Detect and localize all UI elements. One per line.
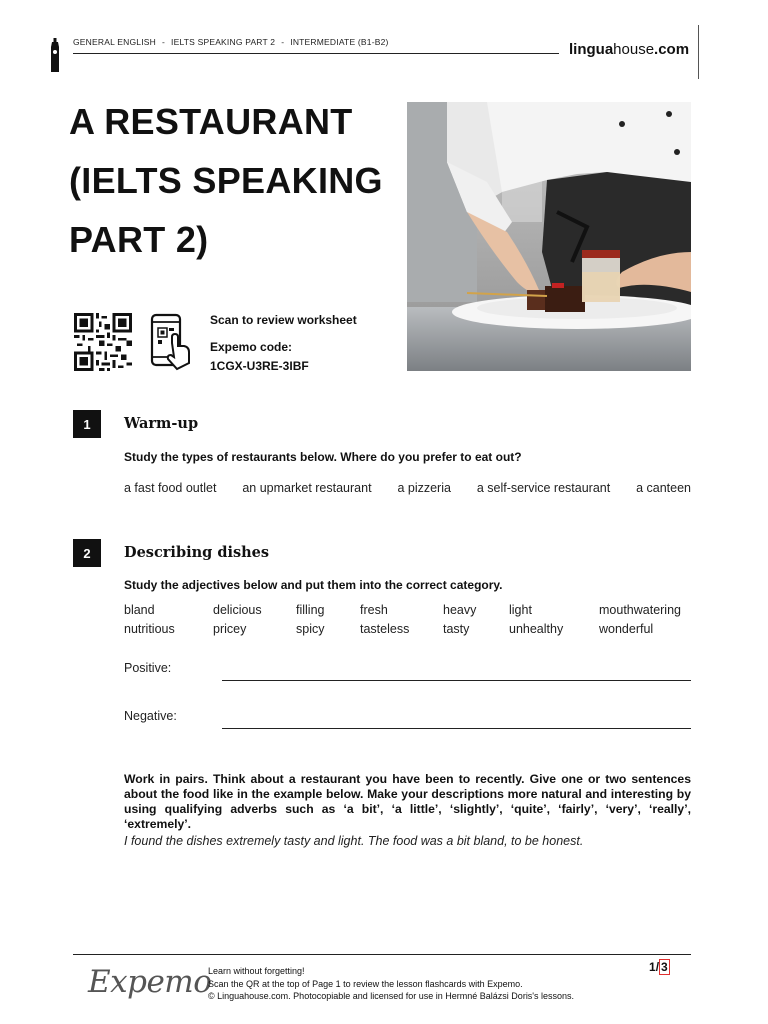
adjective: wonderful	[599, 622, 654, 636]
scan-label: Scan to review worksheet	[210, 313, 357, 327]
section-number-1: 1	[73, 410, 101, 438]
breadcrumb-level: INTERMEDIATE (B1-B2)	[290, 37, 389, 47]
section-title-describing-dishes: Describing dishes	[124, 544, 270, 561]
section-number-2: 2	[73, 539, 101, 567]
adjective: fresh	[360, 603, 388, 617]
adjective: mouthwatering	[599, 603, 681, 617]
footer-text: Learn without forgetting! Scan the QR at the top of Page 1 to review the lesson flashcards with Expemo. © Linguahouse.com. Photocopiable and licensed for use in Hermné Balázsi Doris's lessons.	[208, 966, 575, 1001]
brand-logo: linguahouse.com	[569, 41, 690, 58]
adjective: spicy	[296, 622, 325, 636]
list-item: an upmarket restaurant	[242, 481, 372, 495]
positive-answer-line[interactable]	[222, 680, 691, 681]
expemo-code-value: 1CGX-U3RE-3IBF	[210, 359, 309, 373]
expemo-code-label: Expemo code:	[210, 340, 293, 354]
expemo-logo: Expemo	[88, 964, 212, 1000]
page-number: 1/ 3	[649, 960, 668, 974]
restaurant-types-list	[124, 481, 691, 495]
page-title: A RESTAURANT (IELTS SPEAKING PART 2)	[69, 101, 383, 260]
pair-work-instruction: Work in pairs. Think about a restaurant you have been to recently. Give one or two sentences about the food like in the example below. Make your descriptions more natural and interesting by using qualifying adverbs such as ‘a bit’, ‘a little’, ‘slightly’, ‘quite’, ‘fairly’, ‘very’, ‘really’, ‘extremely’.	[124, 772, 691, 831]
page-total: 3	[661, 960, 668, 974]
section-1-instruction: Study the types of restaurants below. Where do you prefer to eat out?	[124, 450, 522, 464]
example-sentence: I found the dishes extremely tasty and light. The food was a bit bland, to be honest.	[124, 834, 584, 848]
adjective: bland	[124, 603, 155, 617]
header-rule	[73, 53, 559, 54]
negative-answer-line[interactable]	[222, 728, 691, 729]
adjective: delicious	[213, 603, 262, 617]
breadcrumb-course: IELTS SPEAKING PART 2	[171, 37, 276, 47]
adjective: unhealthy	[509, 622, 564, 636]
phone-scan-icon	[150, 313, 192, 371]
section-2-instruction: Study the adjectives below and put them into the correct category.	[124, 578, 503, 592]
breadcrumb: GENERAL ENGLISH - IELTS SPEAKING PART 2 - INTERMEDIATE (B1-B2)	[73, 37, 389, 47]
header-divider	[698, 25, 699, 79]
negative-label: Negative:	[124, 709, 177, 723]
list-item: a canteen	[636, 481, 691, 495]
chef-plating-photo	[407, 102, 691, 371]
footer-rule	[73, 954, 691, 955]
big-ben-icon	[49, 38, 61, 72]
adjective: filling	[296, 603, 325, 617]
list-item: a pizzeria	[397, 481, 451, 495]
list-item: a self-service restaurant	[476, 481, 611, 495]
adjective: nutritious	[124, 622, 175, 636]
list-item: a fast food outlet	[124, 481, 217, 495]
adjective: tasteless	[360, 622, 410, 636]
adjective: tasty	[443, 622, 470, 636]
section-title-warm-up: Warm-up	[124, 415, 199, 432]
breadcrumb-category: GENERAL ENGLISH	[73, 37, 156, 47]
qr-code-icon	[73, 313, 133, 371]
adjective: light	[509, 603, 532, 617]
adjective: pricey	[213, 622, 247, 636]
positive-label: Positive:	[124, 661, 172, 675]
adjective: heavy	[443, 603, 477, 617]
